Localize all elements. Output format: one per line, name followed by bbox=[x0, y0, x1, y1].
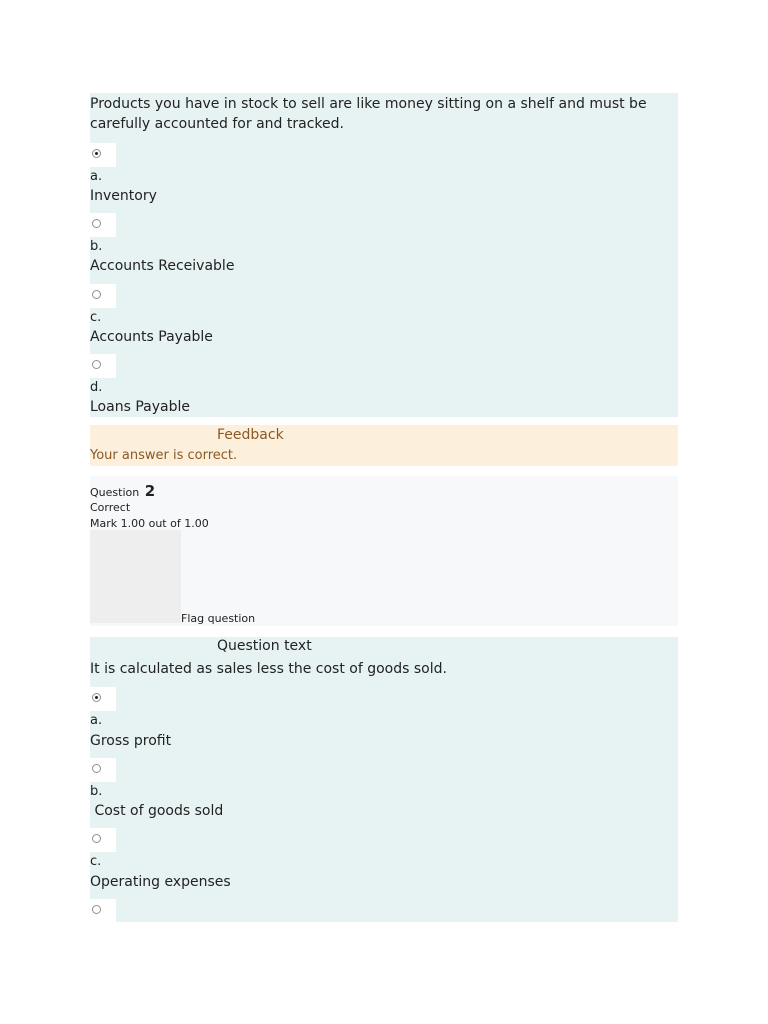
question-2-info bbox=[90, 476, 678, 626]
option-c-radio[interactable] bbox=[92, 290, 101, 299]
option-c-label[interactable]: Accounts Payable bbox=[90, 329, 213, 345]
q2-option-c-radio-box[interactable] bbox=[90, 828, 116, 852]
q2-option-a-radio-box[interactable] bbox=[90, 687, 116, 711]
question-text-heading: Question text bbox=[217, 638, 312, 654]
feedback-title: Feedback bbox=[217, 427, 284, 443]
option-a-letter: a. bbox=[90, 169, 103, 184]
question-2-text: It is calculated as sales less the cost of goods sold. bbox=[90, 661, 447, 677]
q2-option-c-letter: c. bbox=[90, 854, 102, 869]
q2-option-a-label[interactable]: Gross profit bbox=[90, 733, 172, 749]
option-b-label[interactable]: Accounts Receivable bbox=[90, 258, 235, 274]
question-2-content bbox=[90, 637, 678, 922]
q2-option-b-radio[interactable] bbox=[92, 764, 101, 773]
option-c-letter: c. bbox=[90, 310, 102, 325]
q2-option-d-radio[interactable] bbox=[92, 905, 101, 914]
option-d-letter: d. bbox=[90, 380, 103, 395]
option-d-radio[interactable] bbox=[92, 360, 101, 369]
flag-icon[interactable] bbox=[90, 530, 181, 623]
option-b-radio[interactable] bbox=[92, 219, 101, 228]
option-b-letter: b. bbox=[90, 239, 103, 254]
question-number: 2 bbox=[144, 482, 156, 500]
question-number-heading bbox=[90, 482, 155, 500]
q2-option-c-radio[interactable] bbox=[92, 834, 101, 843]
question-label: Question bbox=[90, 486, 140, 499]
q2-option-b-label[interactable]: Cost of goods sold bbox=[90, 803, 224, 819]
question-1-content bbox=[90, 93, 678, 417]
option-d-radio-box[interactable] bbox=[90, 354, 116, 378]
option-b-radio-box[interactable] bbox=[90, 213, 116, 237]
option-a-radio[interactable] bbox=[92, 149, 101, 158]
q2-option-b-letter: b. bbox=[90, 784, 103, 799]
q2-option-a-radio[interactable] bbox=[92, 693, 101, 702]
question-1-text: Products you have in stock to sell are like money sitting on a shelf and must be carefully accounted for and tracked. bbox=[90, 96, 647, 132]
option-a-radio-box[interactable] bbox=[90, 143, 116, 167]
q2-option-a-letter: a. bbox=[90, 713, 103, 728]
q2-option-d-radio-box[interactable] bbox=[90, 899, 116, 923]
option-d-label[interactable]: Loans Payable bbox=[90, 399, 190, 415]
q2-option-c-label[interactable]: Operating expenses bbox=[90, 874, 231, 890]
feedback-panel bbox=[90, 425, 678, 466]
question-grade: Mark 1.00 out of 1.00 bbox=[90, 517, 209, 530]
question-state: Correct bbox=[90, 501, 131, 514]
option-c-radio-box[interactable] bbox=[90, 284, 116, 308]
q2-option-b-radio-box[interactable] bbox=[90, 758, 116, 782]
flag-question-link[interactable]: Flag question bbox=[181, 612, 256, 625]
feedback-text: Your answer is correct. bbox=[90, 448, 238, 463]
option-a-label[interactable]: Inventory bbox=[90, 188, 157, 204]
